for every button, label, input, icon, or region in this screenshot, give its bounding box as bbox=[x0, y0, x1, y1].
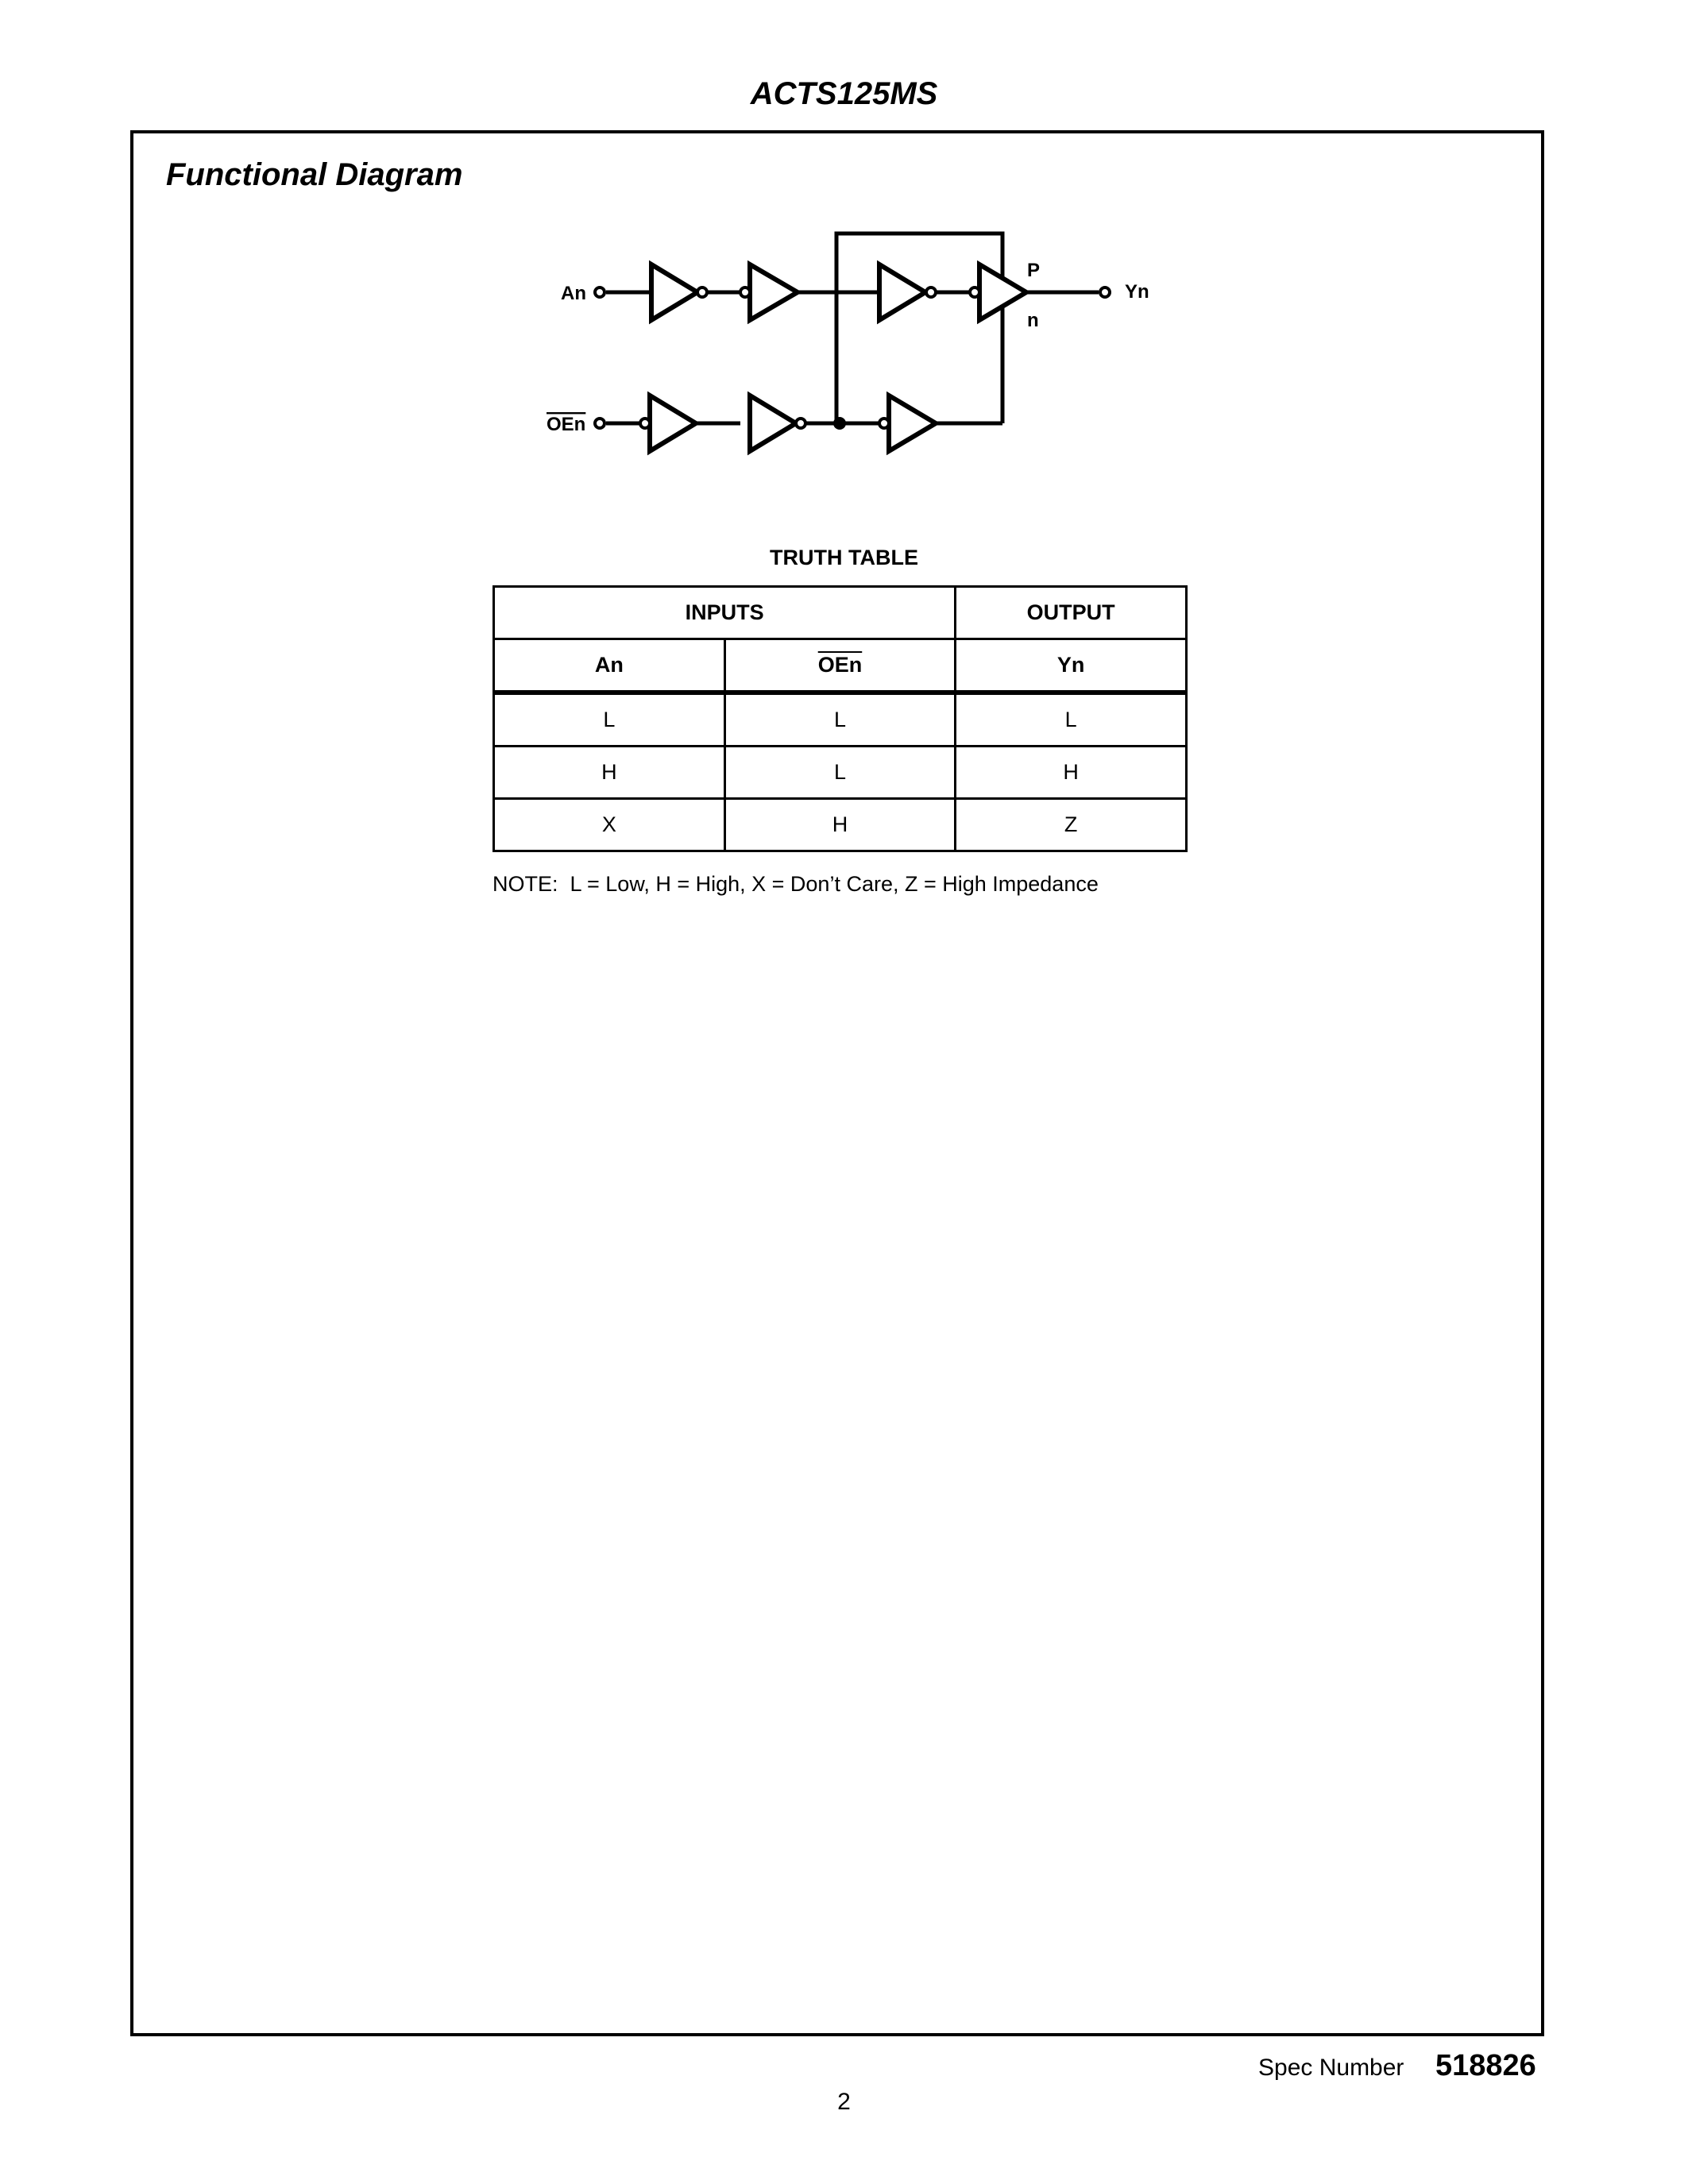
truth-table bbox=[492, 585, 1188, 852]
n-label: n bbox=[1027, 310, 1039, 331]
bubble-a2-in bbox=[740, 287, 750, 297]
page-number: 2 bbox=[837, 2089, 851, 2115]
bubble-a3-out bbox=[926, 287, 936, 297]
inputs-header: INPUTS bbox=[494, 587, 956, 639]
bubble-oen3-in bbox=[879, 419, 889, 428]
truth-table-note: NOTE: L = Low, H = High, X = Don’t Care, Z = High Impedance bbox=[492, 872, 1099, 896]
junction-dot bbox=[833, 417, 846, 430]
table-cell: L bbox=[494, 693, 725, 747]
table-cell: H bbox=[956, 747, 1187, 799]
truth-table-title: TRUTH TABLE bbox=[770, 546, 918, 569]
oen-overline-text: $\overline{OEn}$ bbox=[817, 653, 863, 677]
table-row bbox=[494, 693, 1187, 747]
table-cell: H bbox=[724, 799, 956, 851]
bubble-out-in bbox=[970, 287, 979, 297]
column-header-an: An bbox=[494, 639, 725, 693]
buffer-oen2-triangle bbox=[750, 396, 796, 451]
table-cell: Z bbox=[956, 799, 1187, 851]
buffer-a3-triangle bbox=[879, 264, 925, 320]
column-header-oen bbox=[724, 639, 956, 693]
buffer-oen1-triangle bbox=[650, 396, 696, 451]
oen-label: OEn bbox=[547, 414, 586, 435]
table-cell: L bbox=[724, 693, 956, 747]
spec-number-value: 518826 bbox=[1435, 2049, 1536, 2082]
document-title: ACTS125MS bbox=[750, 76, 938, 111]
oen-terminal bbox=[595, 419, 605, 428]
an-terminal bbox=[595, 287, 605, 297]
yn-label: Yn bbox=[1125, 281, 1149, 303]
p-label: P bbox=[1027, 260, 1041, 281]
table-cell: H bbox=[494, 747, 725, 799]
buffer-oen3-triangle bbox=[889, 396, 936, 451]
output-header: OUTPUT bbox=[956, 587, 1187, 639]
bubble-oen2-out bbox=[796, 419, 805, 428]
table-row bbox=[494, 747, 1187, 799]
bubble-oen1-in bbox=[640, 419, 650, 428]
table-row bbox=[494, 799, 1187, 851]
yn-terminal bbox=[1100, 287, 1110, 297]
an-label: An bbox=[561, 283, 586, 304]
table-cell: X bbox=[494, 799, 725, 851]
table-cell: L bbox=[724, 747, 956, 799]
spec-number-label: Spec Number bbox=[1258, 2055, 1404, 2081]
buffer-a1-triangle bbox=[651, 264, 697, 320]
buffer-a2-triangle bbox=[750, 264, 798, 320]
bubble-a1-out bbox=[697, 287, 707, 297]
table-cell: L bbox=[956, 693, 1187, 747]
section-title: Functional Diagram bbox=[166, 157, 463, 192]
column-header-yn: Yn bbox=[956, 639, 1187, 693]
